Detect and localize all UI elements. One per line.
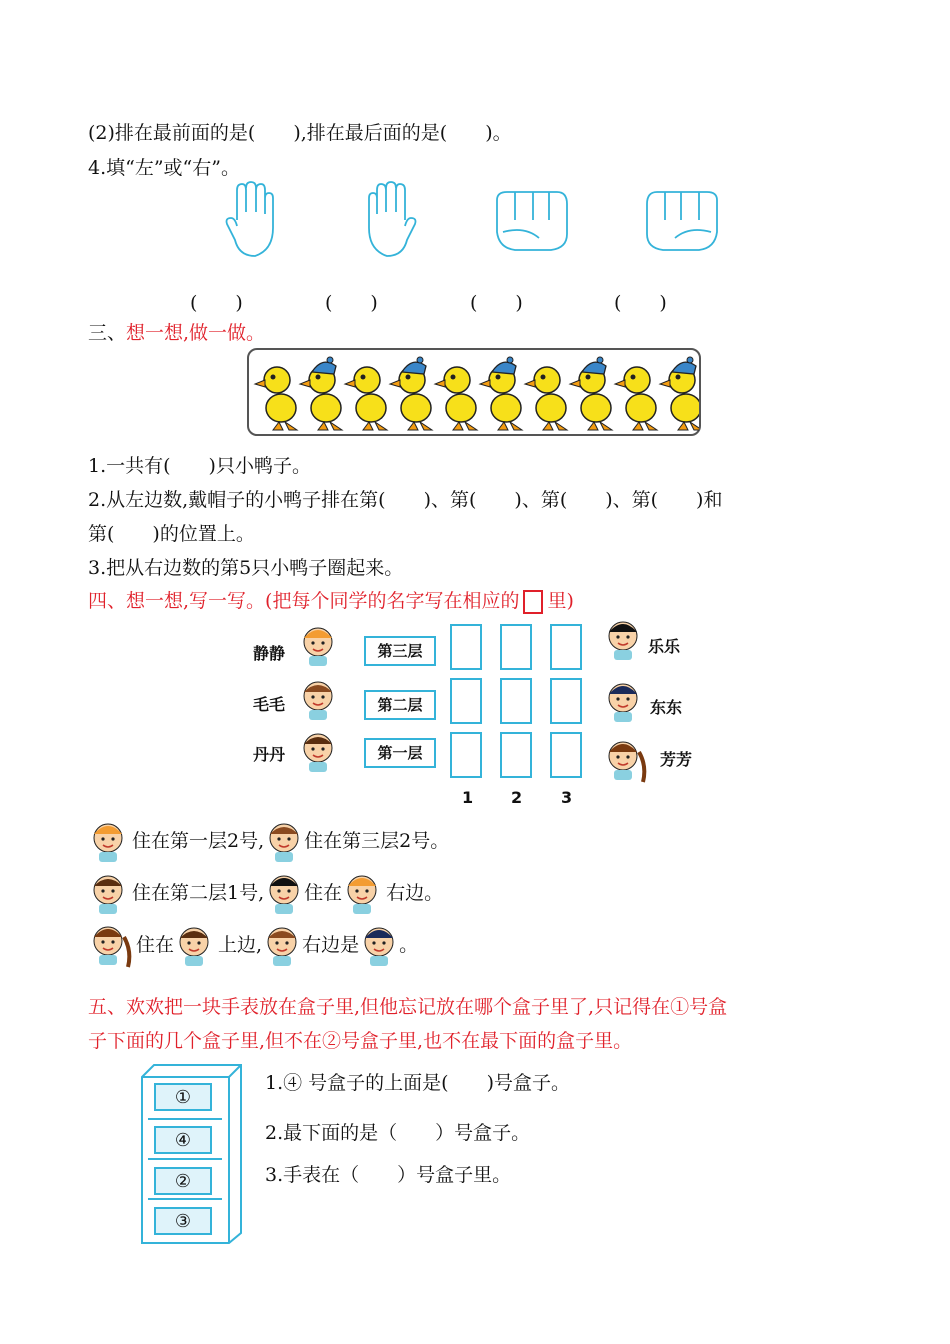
kid-dandan-icon (298, 730, 338, 776)
room-3-1[interactable] (450, 624, 482, 670)
name-fangfang: 芳芳 (660, 750, 693, 769)
box-symbol-icon (523, 590, 543, 614)
s3-q2b: 第( )的位置上。 (88, 523, 255, 545)
name-lele: 乐乐 (648, 637, 681, 656)
section-3-title: 三、想一想,做一做。 (88, 322, 266, 344)
kid-jingjing-icon (342, 872, 386, 916)
s5-q3: 3.手表在（ ）号盒子里。 (265, 1164, 512, 1186)
room-2-2[interactable] (500, 678, 532, 724)
duck-row-illustration (249, 350, 699, 434)
room-2-1[interactable] (450, 678, 482, 724)
name-dongdong: 东东 (650, 698, 683, 717)
box-1: ① (154, 1083, 212, 1111)
section-5-title-line1: 五、欢欢把一块手表放在盒子里,但他忘记放在哪个盒子里了,只记得在①号盒 (88, 996, 728, 1018)
clue-2: 住在第二层1号, 住在 右边。 (88, 870, 443, 916)
floor-1-label: 第一层 (364, 738, 436, 768)
s5-q1: 1.④ 号盒子的上面是( )号盒子。 (265, 1072, 570, 1094)
kid-maomao-icon (264, 820, 304, 864)
kid-maomao-icon (262, 924, 302, 968)
clue-3: 住在 上边, 右边是 。 (88, 922, 418, 969)
box-2: ② (154, 1167, 212, 1195)
s3-q2a: 2.从左边数,戴帽子的小鸭子排在第( )、第( )、第( )、第( )和 (88, 489, 723, 511)
name-dandan: 丹丹 (253, 745, 286, 764)
s3-q1: 1.一共有( )只小鸭子。 (88, 455, 311, 477)
duck-row-frame (247, 348, 701, 436)
kid-lele-icon (264, 872, 304, 916)
kid-fangfang-icon (88, 923, 136, 969)
floor-3-label: 第三层 (364, 636, 436, 666)
hand-answer-2[interactable]: ( ) (325, 292, 378, 314)
hand-answer-4[interactable]: ( ) (614, 292, 667, 314)
room-3-2[interactable] (500, 624, 532, 670)
fist-left-icon (497, 192, 567, 250)
room-1-1[interactable] (450, 732, 482, 778)
shelf-cabinet (140, 1063, 243, 1245)
fist-right-icon (647, 192, 717, 250)
room-1-3[interactable] (550, 732, 582, 778)
hand-palm-left-icon (227, 182, 274, 256)
kid-jingjing-icon (298, 624, 338, 670)
kid-dongdong-icon (603, 680, 643, 726)
hands-illustration (225, 180, 745, 262)
s3-q3: 3.把从右边数的第5只小鸭子圈起来。 (88, 557, 404, 579)
room-3-3[interactable] (550, 624, 582, 670)
hand-answer-1[interactable]: ( ) (190, 292, 243, 314)
q3-2-text: (2)排在最前面的是( ),排在最后面的是( )。 (88, 122, 512, 144)
name-jingjing: 静静 (253, 644, 286, 663)
column-number-3: 3 (561, 788, 573, 807)
floor-2-label: 第二层 (364, 690, 436, 720)
section-4-title: 四、想一想,写一写。(把每个同学的名字写在相应的 里) (88, 590, 574, 612)
name-maomao: 毛毛 (253, 695, 286, 714)
column-number-1: 1 (462, 788, 474, 807)
hand-answer-3[interactable]: ( ) (470, 292, 523, 314)
kid-lele-icon (603, 618, 643, 664)
box-4: ④ (154, 1126, 212, 1154)
hand-palm-right-icon (369, 182, 416, 256)
box-3: ③ (154, 1207, 212, 1235)
kid-dandan-icon (88, 872, 132, 916)
kid-jingjing-icon (88, 820, 132, 864)
kid-fangfang-icon (603, 738, 651, 788)
room-2-3[interactable] (550, 678, 582, 724)
kid-dandan-icon (174, 924, 218, 968)
section-5-title-line2: 子下面的几个盒子里,但不在②号盒子里,也不在最下面的盒子里。 (88, 1030, 633, 1052)
q4-title: 4.填“左”或“右”。 (88, 157, 240, 179)
s5-q2: 2.最下面的是（ ）号盒子。 (265, 1122, 531, 1144)
kid-maomao-icon (298, 678, 338, 724)
clue-1: 住在第一层2号, 住在第三层2号。 (88, 818, 449, 864)
kid-dongdong-icon (359, 924, 399, 968)
room-1-2[interactable] (500, 732, 532, 778)
column-number-2: 2 (511, 788, 523, 807)
